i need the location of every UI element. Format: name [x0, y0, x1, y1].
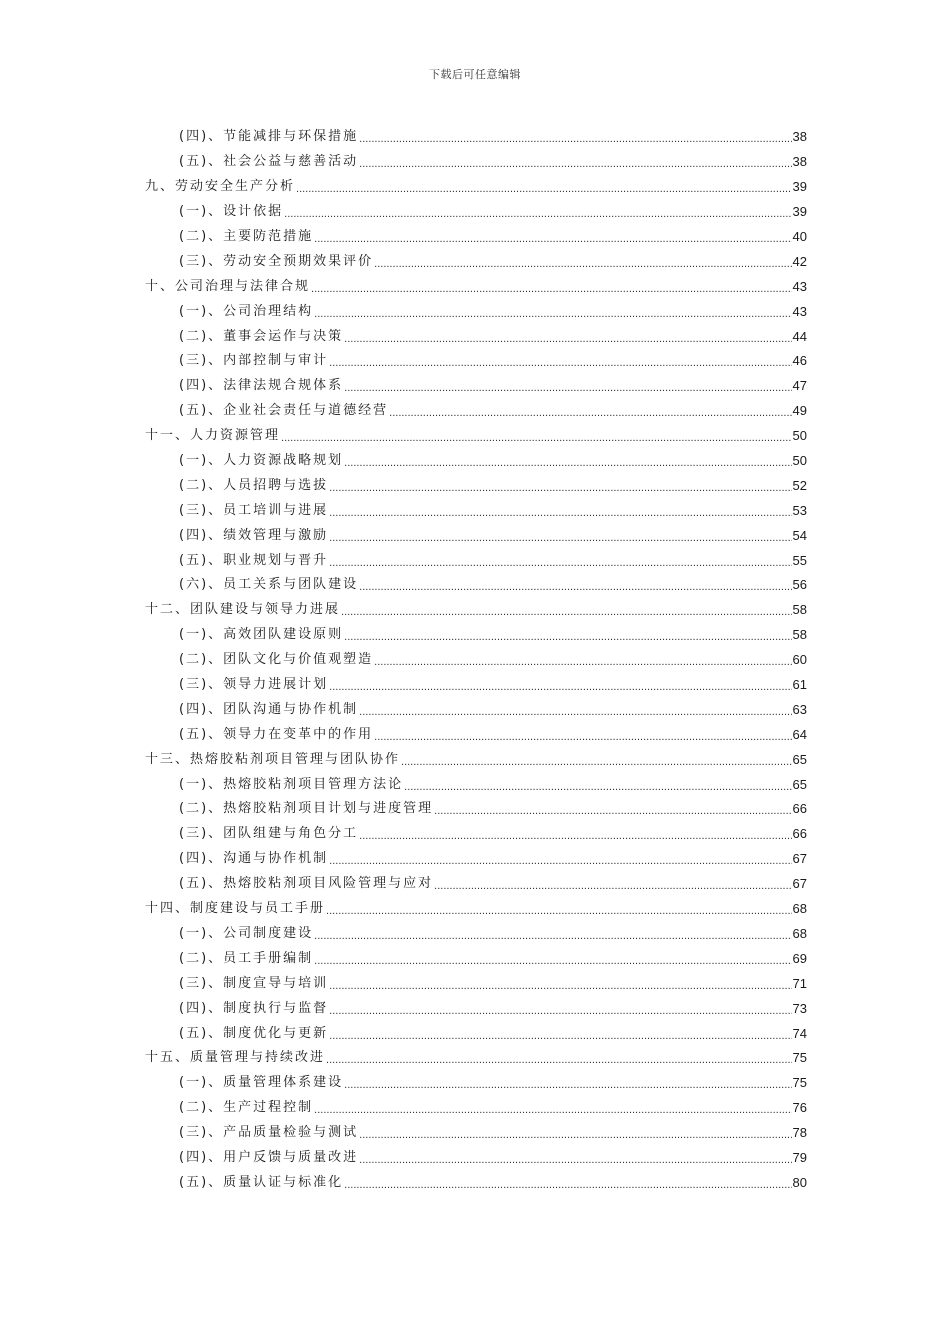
toc-section-entry[interactable]: [0, 498, 950, 523]
toc-entry-title: (五)、领导力在变革中的作用: [179, 726, 374, 742]
toc-entry-title: (四)、沟通与协作机制: [179, 851, 329, 867]
toc-entry-title: (三)、产品质量检验与测试: [179, 1125, 359, 1141]
toc-dot-leader: [314, 953, 791, 969]
toc-entry-title: (五)、制度优化与更新: [179, 1025, 329, 1041]
toc-dot-leader: [326, 903, 792, 919]
toc-dot-leader: [329, 355, 791, 371]
toc-section-entry[interactable]: [0, 1170, 950, 1195]
toc-dot-leader: [326, 1052, 792, 1068]
toc-page-number: 46: [792, 353, 807, 369]
toc-page-number: 69: [792, 950, 807, 966]
toc-page-number: 50: [792, 428, 807, 444]
toc-section-entry[interactable]: [0, 847, 950, 872]
toc-dot-leader: [344, 331, 791, 347]
toc-section-entry[interactable]: [0, 150, 950, 175]
toc-dot-leader: [329, 853, 791, 869]
toc-section-entry[interactable]: [0, 648, 950, 673]
toc-page-number: 67: [792, 851, 807, 867]
toc-entry-title: (一)、热熔胶粘剂项目管理方法论: [179, 776, 404, 792]
toc-section-entry[interactable]: [0, 772, 950, 797]
toc-dot-leader: [314, 928, 791, 944]
toc-entry-title: (五)、热熔胶粘剂项目风险管理与应对: [179, 876, 434, 892]
toc-page-number: 79: [792, 1149, 807, 1165]
toc-page-number: 38: [792, 129, 807, 145]
toc-page-number: 60: [792, 652, 807, 668]
toc-dot-leader: [314, 231, 791, 247]
toc-entry-title: (三)、制度宣导与培训: [179, 975, 329, 991]
toc-entry-title: (五)、企业社会责任与道德经营: [179, 403, 389, 419]
toc-section-entry[interactable]: [0, 872, 950, 897]
toc-section-entry[interactable]: [0, 449, 950, 474]
toc-section-entry[interactable]: [0, 249, 950, 274]
toc-entry-title: (三)、员工培训与进展: [179, 502, 329, 518]
toc-page-number: 54: [792, 527, 807, 543]
toc-section-entry[interactable]: [0, 473, 950, 498]
toc-section-entry[interactable]: [0, 1071, 950, 1096]
toc-section-entry[interactable]: [0, 573, 950, 598]
toc-section-entry[interactable]: [0, 946, 950, 971]
toc-page-number: 68: [792, 901, 807, 917]
toc-section-entry[interactable]: [0, 125, 950, 150]
toc-page-number: 39: [792, 204, 807, 220]
toc-section-entry[interactable]: [0, 623, 950, 648]
toc-page-number: 44: [792, 328, 807, 344]
toc-dot-leader: [359, 1127, 791, 1143]
toc-entry-title: (五)、质量认证与标准化: [179, 1174, 344, 1190]
toc-dot-leader: [344, 1077, 791, 1093]
toc-dot-leader: [329, 480, 791, 496]
toc-page-number: 50: [792, 453, 807, 469]
toc-chapter-entry[interactable]: [0, 598, 950, 623]
toc-dot-leader: [329, 555, 791, 571]
toc-entry-title: (四)、用户反馈与质量改进: [179, 1149, 359, 1165]
toc-dot-leader: [344, 1177, 791, 1193]
toc-entry-title: (四)、节能减排与环保措施: [179, 129, 359, 145]
toc-dot-leader: [434, 878, 791, 894]
toc-section-entry[interactable]: [0, 523, 950, 548]
toc-entry-title: (二)、生产过程控制: [179, 1100, 314, 1116]
toc-page-number: 38: [792, 154, 807, 170]
toc-entry-title: (二)、人员招聘与选拔: [179, 477, 329, 493]
toc-section-entry[interactable]: [0, 1096, 950, 1121]
toc-page-number: 74: [792, 1025, 807, 1041]
page-header: 下载后可任意编辑: [429, 68, 521, 81]
toc-entry-title: (二)、热熔胶粘剂项目计划与进度管理: [179, 801, 434, 817]
toc-chapter-entry[interactable]: [0, 1046, 950, 1071]
toc-section-entry[interactable]: [0, 971, 950, 996]
toc-section-entry[interactable]: [0, 822, 950, 847]
toc-page-number: 64: [792, 726, 807, 742]
toc-entry-title: (二)、员工手册编制: [179, 950, 314, 966]
toc-dot-leader: [329, 679, 791, 695]
toc-chapter-entry[interactable]: [0, 747, 950, 772]
toc-entry-title: (三)、内部控制与审计: [179, 353, 329, 369]
toc-page-number: 73: [792, 1000, 807, 1016]
toc-entry-title: 九、劳动安全生产分析: [145, 179, 296, 195]
toc-page-number: 68: [792, 925, 807, 941]
toc-entry-title: 十五、质量管理与持续改进: [145, 1050, 326, 1066]
toc-section-entry[interactable]: [0, 225, 950, 250]
toc-section-entry[interactable]: [0, 1146, 950, 1171]
toc-dot-leader: [374, 256, 791, 272]
toc-dot-leader: [344, 455, 791, 471]
toc-page-number: 43: [792, 278, 807, 294]
toc-dot-leader: [314, 1102, 791, 1118]
toc-dot-leader: [314, 306, 791, 322]
toc-entry-title: (六)、员工关系与团队建设: [179, 577, 359, 593]
toc-page-number: 66: [792, 801, 807, 817]
toc-section-entry[interactable]: [0, 797, 950, 822]
toc-dot-leader: [329, 978, 791, 994]
toc-page-number: 47: [792, 378, 807, 394]
toc-dot-leader: [329, 505, 791, 521]
toc-page-number: 43: [792, 303, 807, 319]
toc-entry-title: (四)、制度执行与监督: [179, 1000, 329, 1016]
toc-page-number: 40: [792, 229, 807, 244]
toc-dot-leader: [344, 380, 791, 396]
toc-section-entry[interactable]: [0, 996, 950, 1021]
toc-section-entry[interactable]: [0, 1121, 950, 1146]
toc-entry-title: 十三、热熔胶粘剂项目管理与团队协作: [145, 751, 401, 767]
toc-page-number: 61: [792, 677, 807, 693]
toc-page-number: 55: [792, 552, 807, 568]
toc-dot-leader: [359, 156, 791, 172]
toc-page-number: 39: [792, 179, 807, 195]
toc-entry-title: (一)、公司治理结构: [179, 303, 314, 319]
toc-dot-leader: [374, 654, 791, 670]
toc-entry-title: (三)、劳动安全预期效果评价: [179, 253, 374, 269]
toc-section-entry[interactable]: [0, 299, 950, 324]
toc-page-number: 80: [792, 1174, 807, 1190]
toc-entry-title: (三)、领导力进展计划: [179, 677, 329, 693]
toc-dot-leader: [359, 828, 791, 844]
toc-dot-leader: [311, 281, 792, 297]
toc-page-number: 76: [792, 1100, 807, 1116]
toc-entry-title: 十四、制度建设与员工手册: [145, 901, 326, 917]
toc-dot-leader: [329, 1003, 791, 1019]
toc-dot-leader: [329, 530, 791, 546]
toc-chapter-entry[interactable]: [0, 274, 950, 299]
toc-section-entry[interactable]: [0, 200, 950, 225]
toc-entry-title: (三)、团队组建与角色分工: [179, 826, 359, 842]
toc-entry-title: (五)、职业规划与晋升: [179, 552, 329, 568]
toc-page-number: 58: [792, 602, 807, 618]
toc-dot-leader: [359, 131, 791, 147]
toc-page-number: 66: [792, 826, 807, 842]
toc-page-number: 53: [792, 502, 807, 518]
toc-page-number: 67: [792, 876, 807, 892]
toc-entry-title: (二)、团队文化与价值观塑造: [179, 652, 374, 668]
toc-section-entry[interactable]: [0, 399, 950, 424]
toc-entry-title: (一)、人力资源战略规划: [179, 453, 344, 469]
toc-section-entry[interactable]: [0, 548, 950, 573]
toc-chapter-entry[interactable]: [0, 424, 950, 449]
toc-dot-leader: [296, 181, 792, 197]
toc-entry-title: (四)、团队沟通与协作机制: [179, 701, 359, 717]
toc-page-number: 52: [792, 477, 807, 493]
toc-page-number: 42: [792, 253, 807, 269]
toc-dot-leader: [281, 430, 792, 446]
toc-entry-title: (五)、社会公益与慈善活动: [179, 154, 359, 170]
toc-entry-title: 十、公司治理与法律合规: [145, 278, 311, 294]
toc-entry-title: (一)、公司制度建设: [179, 925, 314, 941]
toc-dot-leader: [329, 1028, 791, 1044]
toc-page-number: 58: [792, 627, 807, 643]
toc-page-number: 56: [792, 577, 807, 593]
toc-page-number: 65: [792, 751, 807, 767]
toc-section-entry[interactable]: [0, 374, 950, 399]
toc-section-entry[interactable]: [0, 722, 950, 747]
toc-dot-leader: [344, 629, 791, 645]
toc-page-number: 49: [792, 403, 807, 419]
toc-entry-title: 十一、人力资源管理: [145, 428, 281, 444]
toc-entry-title: 十二、团队建设与领导力进展: [145, 602, 341, 618]
toc-section-entry[interactable]: [0, 1021, 950, 1046]
toc-dot-leader: [359, 1152, 791, 1168]
toc-page-number: 63: [792, 701, 807, 717]
toc-dot-leader: [401, 754, 792, 770]
toc-dot-leader: [359, 704, 791, 720]
toc-chapter-entry[interactable]: [0, 175, 950, 200]
toc-dot-leader: [434, 803, 791, 819]
toc-entry-title: (四)、绩效管理与激励: [179, 527, 329, 543]
toc-section-entry[interactable]: [0, 922, 950, 947]
toc-entry-title: (二)、主要防范措施: [179, 229, 314, 244]
toc-dot-leader: [359, 579, 791, 595]
toc-dot-leader: [374, 729, 791, 745]
toc-section-entry[interactable]: [0, 673, 950, 698]
toc-entry-title: (一)、质量管理体系建设: [179, 1075, 344, 1091]
toc-dot-leader: [404, 779, 791, 795]
toc-section-entry[interactable]: [0, 324, 950, 349]
toc-chapter-entry[interactable]: [0, 897, 950, 922]
toc-entry-title: (一)、高效团队建设原则: [179, 627, 344, 643]
toc-page-number: 71: [792, 975, 807, 991]
toc-entry-title: (一)、设计依据: [179, 204, 284, 220]
table-of-contents: [0, 125, 950, 1195]
toc-entry-title: (二)、董事会运作与决策: [179, 328, 344, 344]
toc-page-number: 65: [792, 776, 807, 792]
toc-section-entry[interactable]: [0, 697, 950, 722]
toc-page-number: 75: [792, 1075, 807, 1091]
toc-dot-leader: [284, 206, 791, 222]
toc-dot-leader: [389, 405, 791, 421]
toc-entry-title: (四)、法律法规合规体系: [179, 378, 344, 394]
toc-dot-leader: [341, 604, 792, 620]
toc-section-entry[interactable]: [0, 349, 950, 374]
toc-page-number: 78: [792, 1125, 807, 1141]
toc-page-number: 75: [792, 1050, 807, 1066]
